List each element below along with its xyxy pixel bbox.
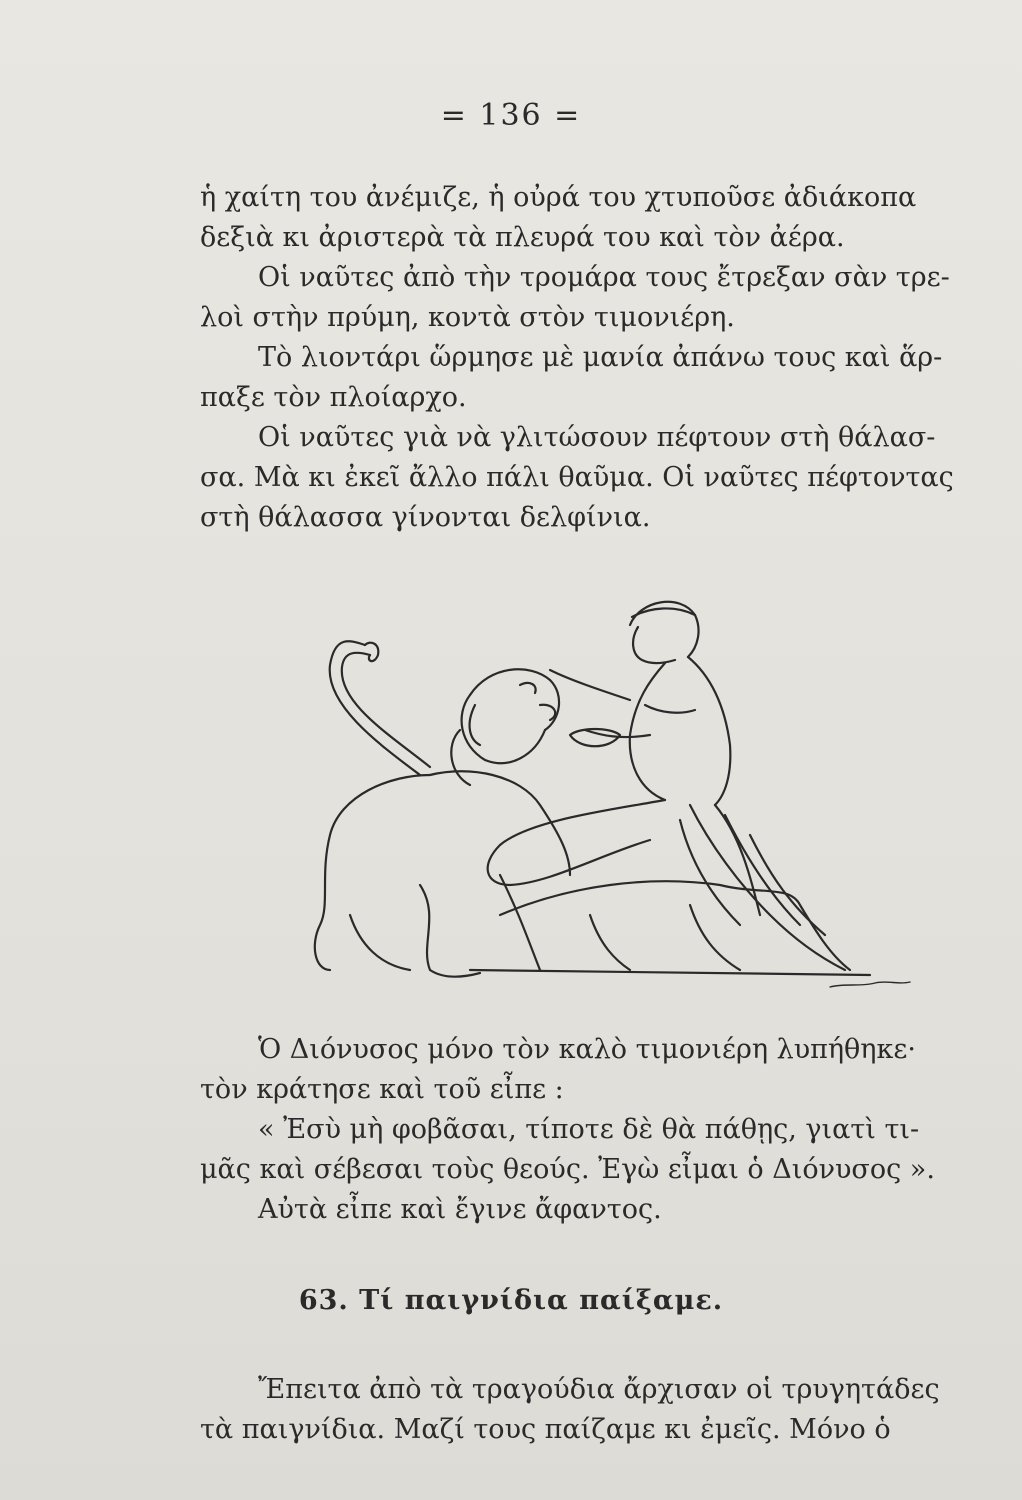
text-line: Αὐτὰ εἶπε καὶ ἔγινε ἄφαντος. bbox=[258, 1194, 662, 1225]
text-line: ἡ χαίτη του ἀνέμιζε, ἡ οὐρά του χτυποῦσε ἀδιάκοπα bbox=[200, 182, 917, 213]
text-line: « Ἐσὺ μὴ φοβᾶσαι, τίποτε δὲ θὰ πάθῃς, γιατὶ τι- bbox=[258, 1114, 920, 1145]
dionysus-head bbox=[630, 602, 699, 657]
cup bbox=[570, 729, 620, 746]
engraver-signature bbox=[830, 982, 910, 987]
text-line: Τὸ λιοντάρι ὥρμησε μὲ μανία ἀπάνω τους καὶ ἅρ- bbox=[258, 342, 943, 373]
text-block-1 bbox=[200, 178, 980, 538]
text-line: λοὶ στὴν πρύμη, κοντὰ στὸν τιμονιέρη. bbox=[200, 302, 735, 333]
dionysus-lion-illustration bbox=[270, 585, 990, 1000]
dionysus-leg bbox=[488, 800, 665, 885]
text-line: παξε τὸν πλοίαρχο. bbox=[200, 382, 467, 413]
text-line: τὰ παιγνίδια. Μαζί τους παίζαμε κι ἐμεῖς. Μόνο ὁ bbox=[200, 1414, 891, 1445]
lion-head bbox=[470, 669, 559, 730]
text-line: Οἱ ναῦτες ἀπὸ τὴν τρομάρα τους ἔτρεξαν σὰν τρε- bbox=[258, 262, 950, 293]
dionysus-arm bbox=[550, 670, 630, 700]
section-heading: 63. Τί παιγνίδια παίξαμε. bbox=[298, 1285, 724, 1316]
page-number: = 136 = bbox=[440, 98, 582, 133]
text-line: Ἔπειτα ἀπὸ τὰ τραγούδια ἄρχισαν οἱ τρυγητάδες bbox=[258, 1374, 940, 1405]
lion-body bbox=[315, 775, 430, 970]
rock-seat bbox=[500, 881, 850, 970]
dionysus-torso bbox=[630, 663, 665, 800]
text-line: μᾶς καὶ σέβεσαι τοὺς θεούς. Ἐγὼ εἶμαι ὁ Διόνυσος ». bbox=[200, 1154, 935, 1185]
text-line: τὸν κράτησε καὶ τοῦ εἶπε : bbox=[200, 1074, 564, 1105]
text-block-2 bbox=[200, 1030, 980, 1230]
text-block-3 bbox=[200, 1370, 980, 1450]
text-line: σα. Μὰ κι ἐκεῖ ἄλλο πάλι θαῦμα. Οἱ ναῦτες πέφτοντας bbox=[200, 462, 954, 493]
text-line: στὴ θάλασσα γίνονται δελφίνια. bbox=[200, 502, 651, 533]
text-line: δεξιὰ κι ἀριστερὰ τὰ πλευρά του καὶ τὸν ἀέρα. bbox=[200, 222, 845, 253]
text-line: Ὁ Διόνυσος μόνο τὸν καλὸ τιμονιέρη λυπήθηκε· bbox=[258, 1034, 916, 1065]
text-line: Οἱ ναῦτες γιὰ νὰ γλιτώσουν πέφτουν στὴ θάλασ- bbox=[258, 422, 936, 453]
